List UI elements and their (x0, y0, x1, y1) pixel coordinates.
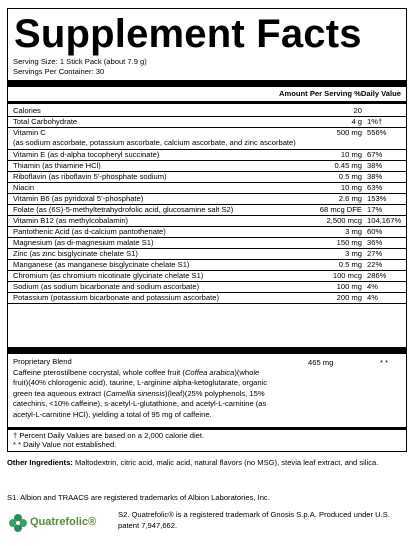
nutrient-name: Sodium (as sodium bicarbonate and sodium ascorbate) (13, 282, 200, 291)
nutrient-name: Folate (as (6S)-5-methyltetrahydrofolic acid, glucosamine salt S2) (13, 205, 234, 214)
nutrient-dv: 38% (367, 161, 383, 170)
nutrient-name: Vitamin C (13, 128, 46, 137)
nutrient-amount: 200 mg (336, 293, 362, 302)
footnote-divider (8, 427, 406, 430)
medium-divider (8, 101, 406, 104)
serving-size: Serving Size: 1 Stick Pack (about 7.9 g) (13, 57, 147, 66)
nutrient-dv: 286% (367, 271, 387, 280)
nutrient-amount: 20 (353, 106, 362, 115)
nutrient-dv: 36% (367, 238, 383, 247)
nutrient-row (8, 292, 406, 304)
nutrient-name: Vitamin E (as d-alpha tocopheryl succinate) (13, 150, 160, 159)
nutrient-amount: 3 mg (345, 227, 362, 236)
nutrient-dv: 60% (367, 227, 383, 236)
panel-title: Supplement Facts (14, 12, 362, 56)
nutrient-name: Total Carbohydrate (13, 117, 78, 126)
nutrient-row (8, 127, 406, 150)
nutrient-amount: 2.6 mg (338, 194, 362, 203)
nutrient-name: Manganese (as manganese bisglycinate chelate S1) (13, 260, 190, 269)
nutrient-dv: 556% (367, 128, 387, 137)
nutrient-name: Calories (13, 106, 41, 115)
thick-divider-2 (8, 347, 406, 354)
nutrient-dv: 67% (367, 150, 383, 159)
nutrient-amount: 4 g (351, 117, 362, 126)
nutrient-amount: 100 mcg (332, 271, 362, 280)
nutrient-name: Chromium (as chromium nicotinate glycinate chelate S1) (13, 271, 204, 280)
blend-amount: 465 mg (308, 358, 334, 367)
nutrient-name: Potassium (potassium bicarbonate and potassium ascorbate) (13, 293, 219, 302)
proprietary-blend (13, 357, 318, 420)
nutrient-amount: 10 mg (340, 150, 362, 159)
nutrient-name: Niacin (13, 183, 35, 192)
nutrient-amount: 100 mg (336, 282, 362, 291)
nutrient-dv: 4% (367, 293, 378, 302)
blend-line-1: Caffeine pterostilbene cocrystal, whole coffee fruit (Coffea arabica)(whole (13, 367, 260, 377)
nutrient-name: Vitamin B6 (as pyridoxal 5’-phosphate) (13, 194, 144, 203)
blend-line-3: green tea aqueous extract (Camellia sinensis)(leaf)(25% polyphenols, 15% (13, 388, 265, 398)
nutrient-amount: 0.5 mg (338, 260, 362, 269)
blend-line-5: acetyl-L-carnitine HCl), yielding a total of 95 mg of caffeine. (13, 409, 212, 419)
nutrient-name: Vitamin B12 (as methylcobalamin) (13, 216, 129, 225)
nutrient-dv: 4% (367, 282, 378, 291)
nutrient-dv: 22% (367, 260, 383, 269)
nutrient-dv: 63% (367, 183, 383, 192)
blend-line-4: catechins, <10% caffeine), s-acetyl-L-glutathione, and acetyl-L-carnitine (as (13, 399, 267, 408)
nutrient-dv: 27% (367, 249, 383, 258)
thick-divider (8, 80, 406, 87)
servings-per-container: Servings Per Container: 30 (13, 67, 105, 76)
nutrient-dv: 104,167% (367, 216, 402, 225)
nutrient-amount: 500 mg (336, 128, 362, 137)
nutrient-dv: 153% (367, 194, 387, 203)
nutrient-amount: 0.45 mg (334, 161, 362, 170)
nutrient-dv: 1%† (367, 117, 383, 126)
other-ingredients-label: Other Ingredients: (7, 458, 73, 467)
blend-line-2: fruit)(40% chlorogenic acid), taurine, L-arginine alpha-ketoglutarate, organic (13, 378, 268, 387)
other-ingredients-text: Maltodextrin, citric acid, malic acid, natural flavors (no MSG), stevia leaf extract, and silica. (72, 458, 379, 467)
nutrient-amount: 10 mg (340, 183, 362, 192)
supplement-facts-panel (7, 8, 407, 452)
nutrient-source: (as sodium ascorbate, potassium ascorbate, calcium ascorbate, and zinc ascorbate) (13, 138, 296, 147)
blend-name: Proprietary Blend (13, 357, 72, 366)
blend-dv: * * (380, 358, 389, 367)
column-header: Amount Per Serving %Daily Value (279, 89, 401, 98)
other-ingredients (7, 458, 409, 469)
nutrient-dv: 38% (367, 172, 383, 181)
nutrient-name: Magnesium (as di-magnesium malate S1) (13, 238, 154, 247)
nutrient-amount: 68 mcg DFE (319, 205, 362, 214)
nutrient-name: Thiamin (as thiamine HCl) (13, 161, 101, 170)
nutrient-name: Pantothenic Acid (as d-calcium pantothenate) (13, 227, 166, 236)
logo-text: Quatrefolic® (30, 516, 97, 528)
nutrient-amount: 2,500 mcg (326, 216, 362, 225)
nutrient-amount: 3 mg (345, 249, 362, 258)
nutrient-name: Riboflavin (as riboflavin 5’-phosphate sodium) (13, 172, 167, 181)
footnote-dv: † Percent Daily Values are based on a 2,000 calorie diet. (13, 431, 205, 440)
nutrient-dv: 17% (367, 205, 383, 214)
nutrient-name: Zinc (as zinc bisglycinate chelate S1) (13, 249, 138, 258)
footnote-not-established: * * Daily Value not established. (13, 440, 117, 449)
nutrient-amount: 150 mg (336, 238, 362, 247)
nutrient-amount: 0.5 mg (338, 172, 362, 181)
trademark-albion: S1. Albion and TRAACS are registered trademarks of Albion Laboratories, Inc. (7, 493, 270, 502)
clover-leaf-icon (8, 513, 28, 533)
quatrefolic-logo (8, 513, 118, 533)
trademark-quatrefolic: S2. Quatrefolic® is a registered trademark of Gnosis S.p.A. Produced under U.S. patent 7,947,662. (118, 510, 390, 530)
